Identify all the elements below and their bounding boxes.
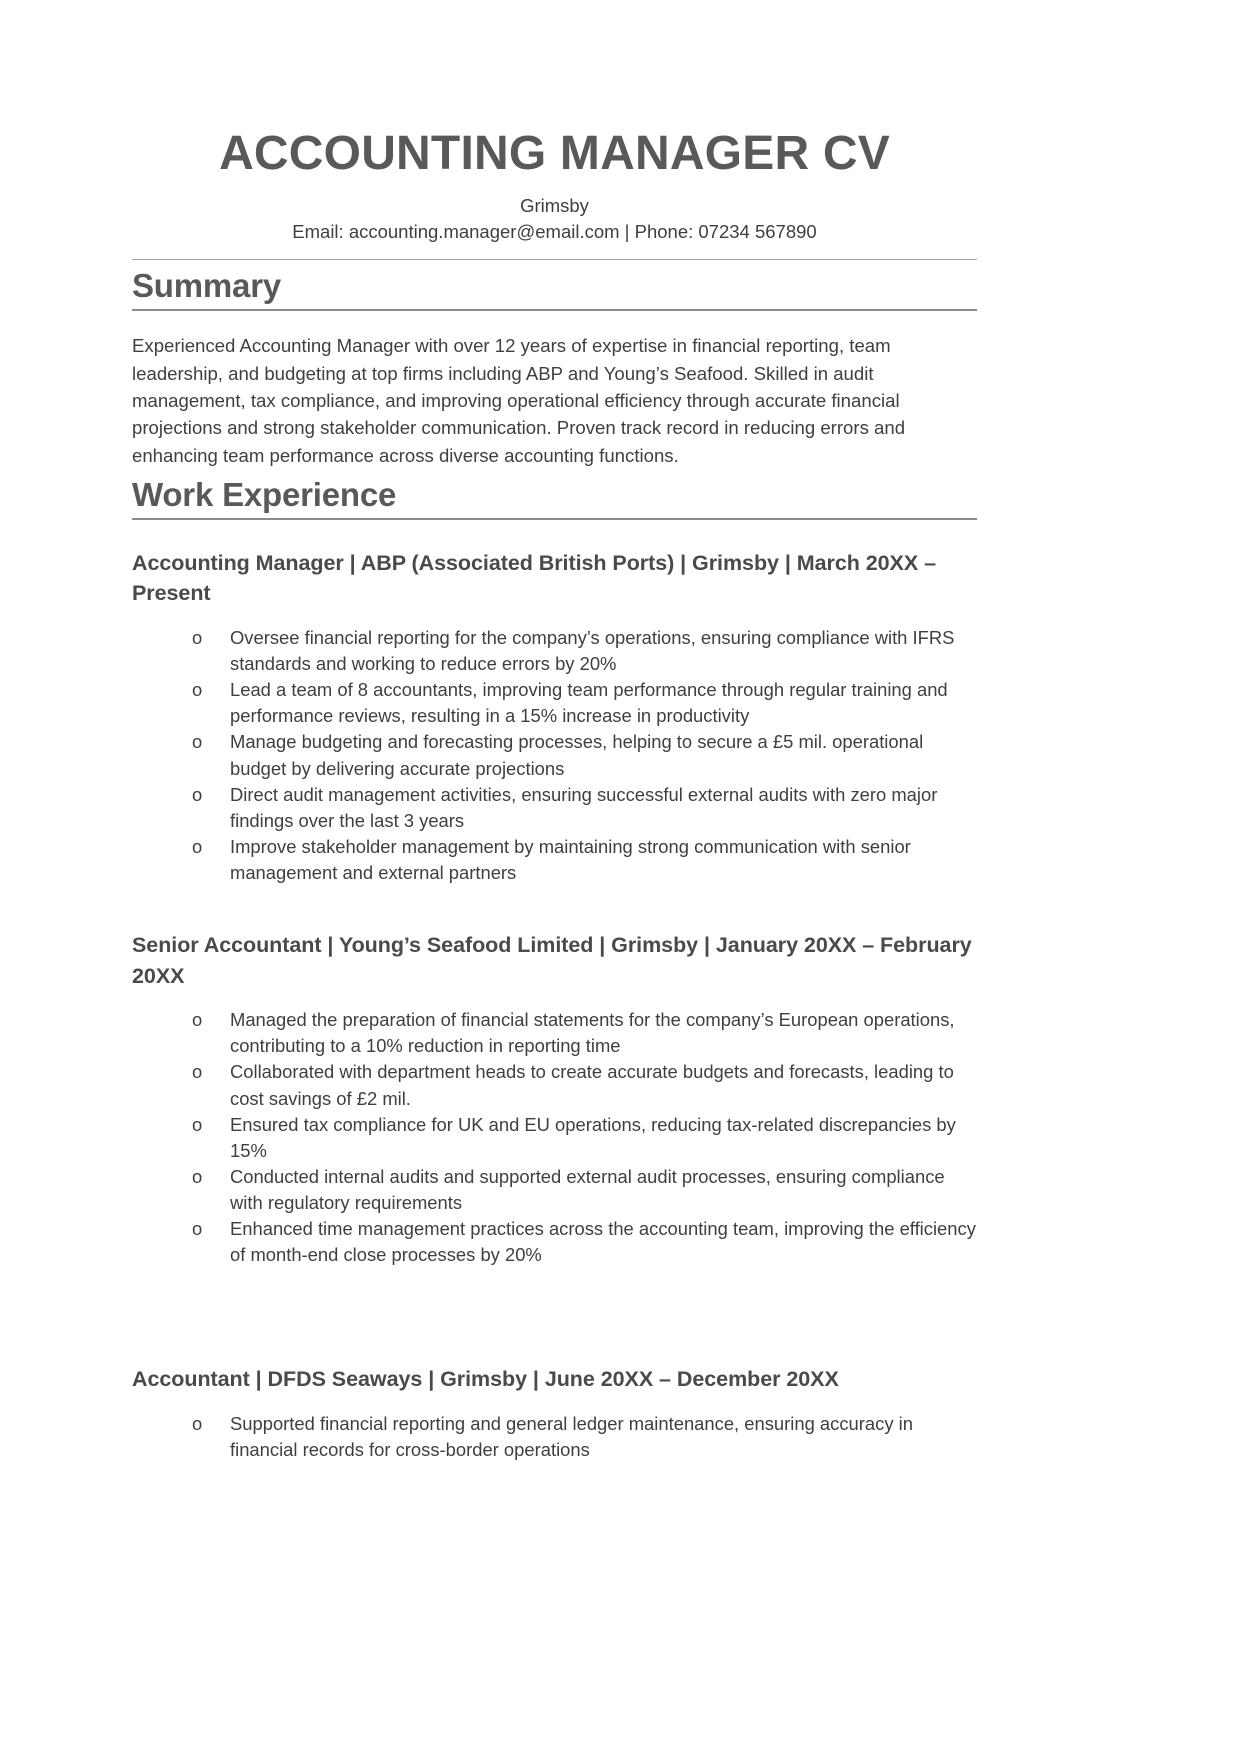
list-item — [132, 1164, 977, 1216]
bullet-marker-icon: o — [192, 835, 203, 857]
job-entry — [132, 520, 977, 886]
bullet-marker-icon: o — [192, 731, 203, 753]
job-responsibility-list — [132, 1395, 977, 1463]
bullet-marker-icon: o — [192, 626, 203, 648]
list-item-text: Manage budgeting and forecasting processes, helping to secure a £5 mil. operational budget by delivering accurate projections — [230, 731, 924, 779]
contact-location: Grimsby — [520, 194, 589, 216]
bullet-marker-icon: o — [192, 1412, 203, 1434]
bullet-marker-icon: o — [192, 1009, 203, 1031]
list-item-text: Oversee financial reporting for the company’s operations, ensuring compliance with IFRS standards and working to reduce errors by 20% — [230, 626, 955, 675]
job-entry — [132, 1268, 977, 1463]
list-item-text: Enhanced time management practices across the accounting team, improving the efficiency of month-end close processes by 20% — [230, 1218, 976, 1266]
list-item-text: Collaborated with department heads to create accurate budgets and forecasts, leading to cost savings of £2 mil. — [230, 1061, 954, 1109]
bullet-marker-icon: o — [192, 1218, 203, 1240]
list-item — [132, 729, 977, 781]
contact-email-phone: Email: accounting.manager@email.com | Phone: 07234 567890 — [292, 221, 817, 243]
bullet-marker-icon: o — [192, 679, 203, 701]
list-item — [132, 677, 977, 729]
job-title: Senior Accountant | Young’s Seafood Limited | Grimsby | January 20XX – February 20XX — [132, 933, 972, 988]
list-item — [132, 625, 977, 677]
bullet-marker-icon: o — [192, 1113, 203, 1135]
job-title: Accounting Manager | ABP (Associated British Ports) | Grimsby | March 20XX – Present — [132, 550, 936, 606]
list-item-text: Conducted internal audits and supported external audit processes, ensuring compliance with regulatory requirements — [230, 1165, 945, 1214]
list-item-text: Direct audit management activities, ensuring successful external audits with zero major findings over the last 3 years — [230, 783, 938, 831]
list-item — [132, 1112, 977, 1164]
list-item — [132, 834, 977, 886]
list-item-text: Lead a team of 8 accountants, improving team performance through regular training and performance reviews, resulting in a 15% increase in productivity — [230, 679, 948, 727]
bullet-marker-icon: o — [192, 1061, 203, 1083]
list-item — [132, 1216, 977, 1268]
bullet-marker-icon: o — [192, 1165, 203, 1187]
job-title: Accountant | DFDS Seaways | Grimsby | June 20XX – December 20XX — [132, 1367, 839, 1392]
page-title: ACCOUNTING MANAGER CV — [219, 127, 890, 180]
summary-paragraph: Experienced Accounting Manager with over 12 years of expertise in financial reporting, team leadership, and budgeting at top firms including ABP and Young’s Seafood. Skilled in audit management, tax compliance, and improving operational efficiency through accurate financial projections and strong stakeholder communication. Proven track record in reducing errors and enhancing team performance across diverse accounting functions. — [132, 335, 906, 466]
list-item — [132, 782, 977, 834]
list-item-text: Supported financial reporting and general ledger maintenance, ensuring accuracy in financial records for cross-border operations — [230, 1412, 913, 1461]
document-content — [132, 0, 977, 1463]
list-item-text: Ensured tax compliance for UK and EU operations, reducing tax-related discrepancies by 15% — [230, 1113, 956, 1161]
job-responsibility-list — [132, 991, 977, 1268]
bullet-marker-icon: o — [192, 783, 203, 805]
list-item — [132, 1411, 977, 1463]
job-responsibility-list — [132, 609, 977, 886]
list-item-text: Improve stakeholder management by maintaining strong communication with senior management and external partners — [230, 835, 911, 884]
section-heading-summary: Summary — [132, 267, 282, 305]
job-entry — [132, 886, 977, 1268]
list-item — [132, 1059, 977, 1111]
list-item-text: Managed the preparation of financial statements for the company’s European operations, contributing to a 10% reduction in reporting time — [230, 1009, 955, 1057]
section-heading-work-experience: Work Experience — [132, 475, 397, 513]
list-item — [132, 1007, 977, 1059]
